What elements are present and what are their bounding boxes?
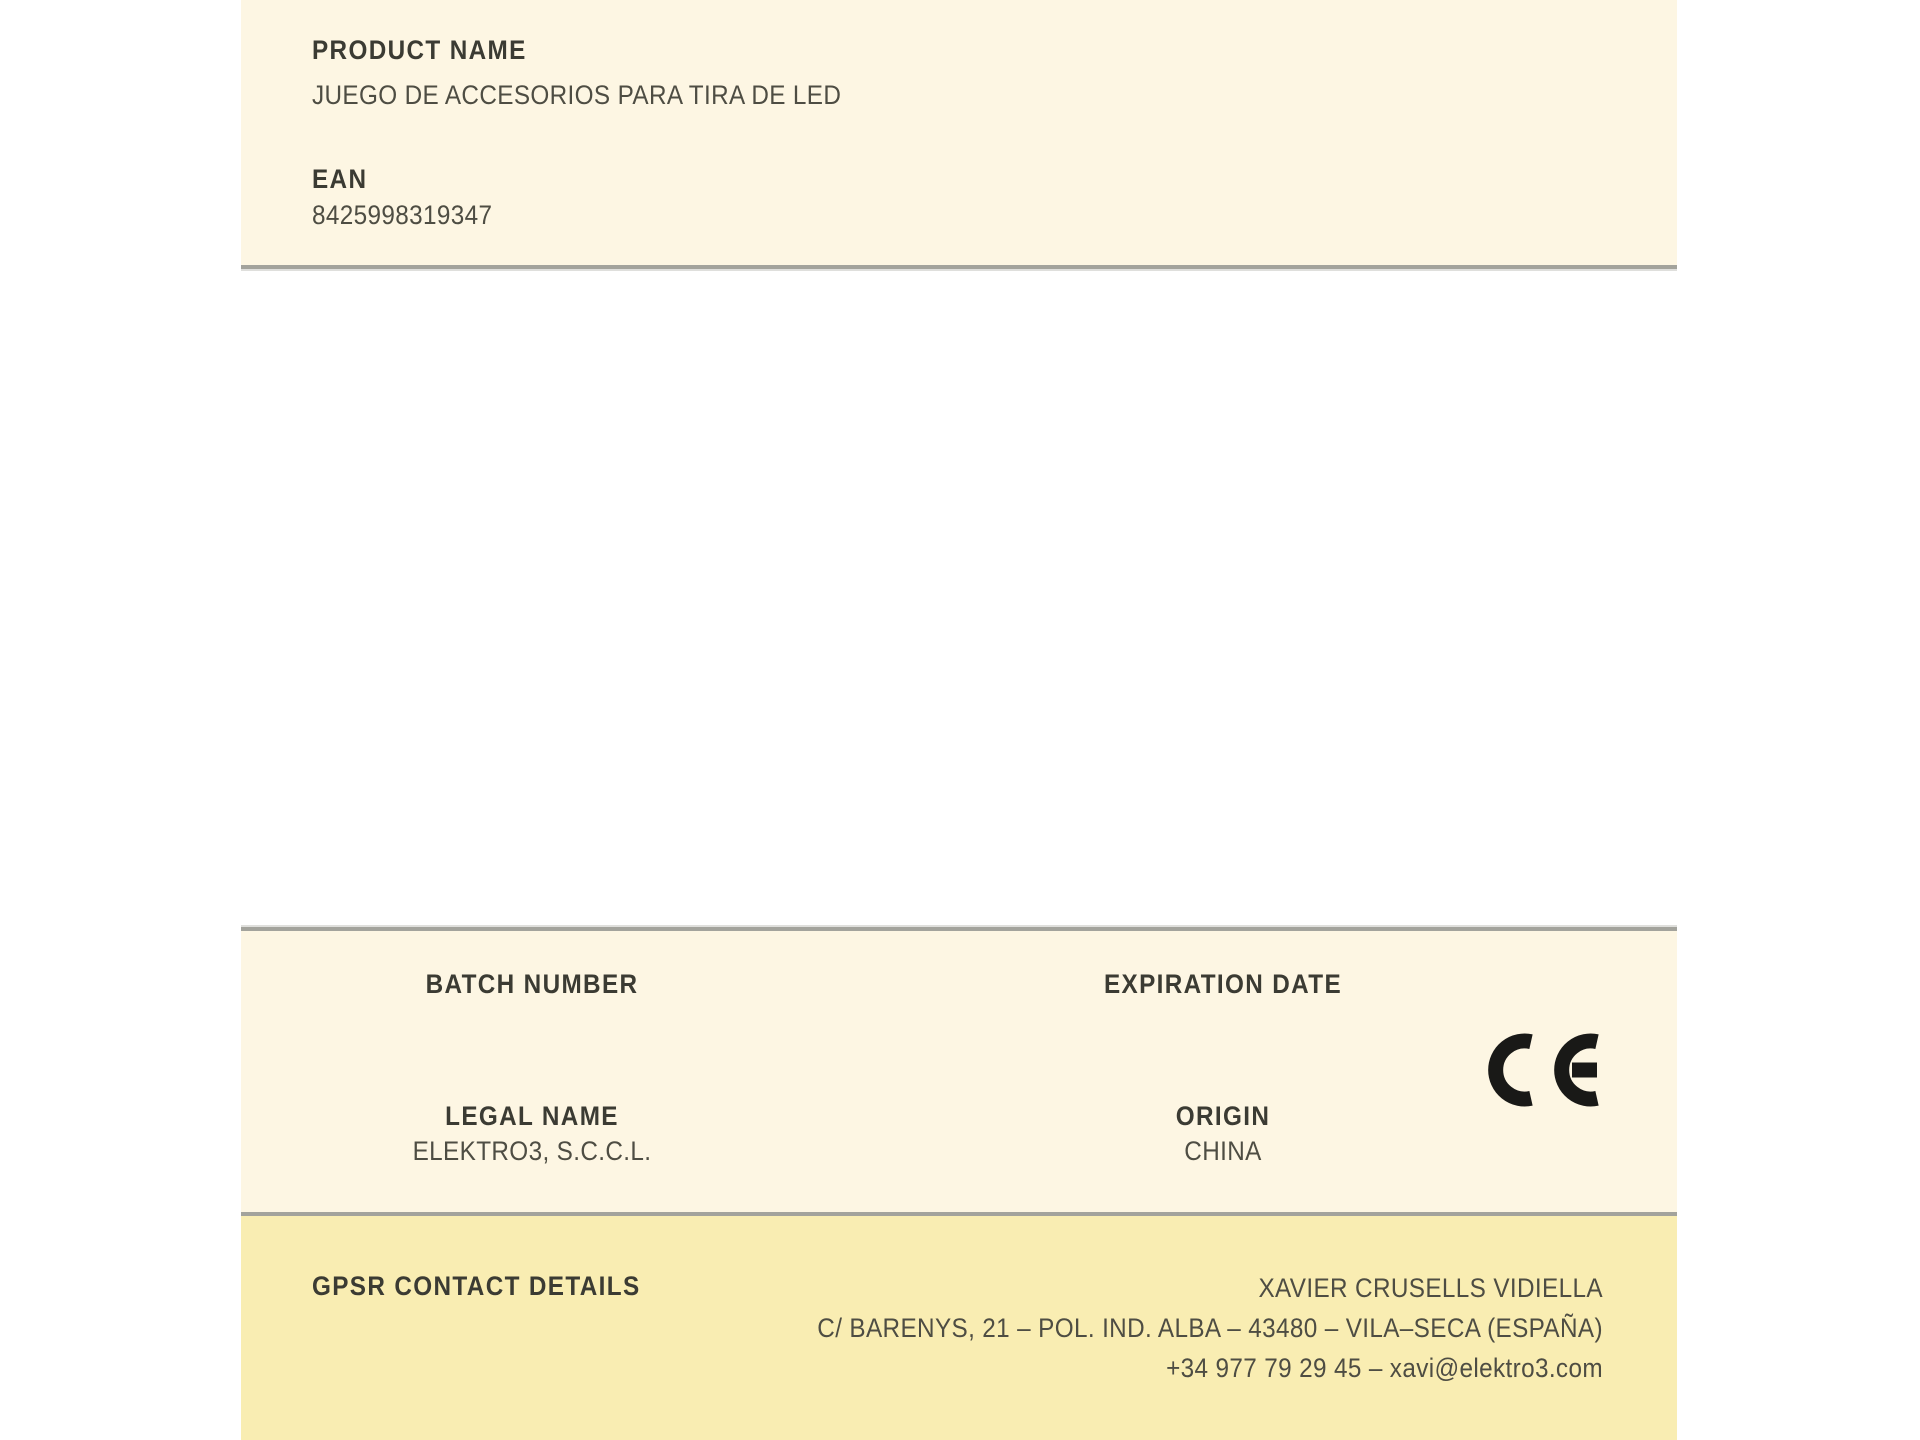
gpsr-contact-block	[817, 1268, 1603, 1388]
ce-mark-icon	[1488, 1033, 1600, 1107]
contact-address: C/ BARENYS, 21 – POL. IND. ALBA – 43480 – VILA–SECA (ESPAÑA)	[817, 1313, 1603, 1343]
batch-details-panel	[241, 927, 1677, 1212]
legal-name-label: LEGAL NAME	[445, 1101, 619, 1131]
ean-value: 8425998319347	[312, 200, 493, 230]
legal-name-value: ELEKTRO3, S.C.C.L.	[412, 1136, 652, 1166]
batch-number-label: BATCH NUMBER	[425, 969, 639, 999]
contact-phone-email: +34 977 79 29 45 – xavi@elektro3.com	[1166, 1353, 1603, 1383]
product-name-label: PRODUCT NAME	[312, 35, 527, 65]
contact-person-name: XAVIER CRUSELLS VIDIELLA	[1258, 1273, 1603, 1303]
product-info-panel	[241, 0, 1677, 269]
expiration-date-label: EXPIRATION DATE	[1103, 969, 1343, 999]
ean-label: EAN	[312, 164, 368, 194]
origin-value: CHINA	[1184, 1136, 1262, 1166]
origin-label: ORIGIN	[1175, 1101, 1271, 1131]
gpsr-contact-panel	[241, 1212, 1677, 1440]
product-name-value: JUEGO DE ACCESORIOS PARA TIRA DE LED	[312, 80, 842, 110]
gpsr-contact-details-label: GPSR CONTACT DETAILS	[312, 1271, 641, 1301]
